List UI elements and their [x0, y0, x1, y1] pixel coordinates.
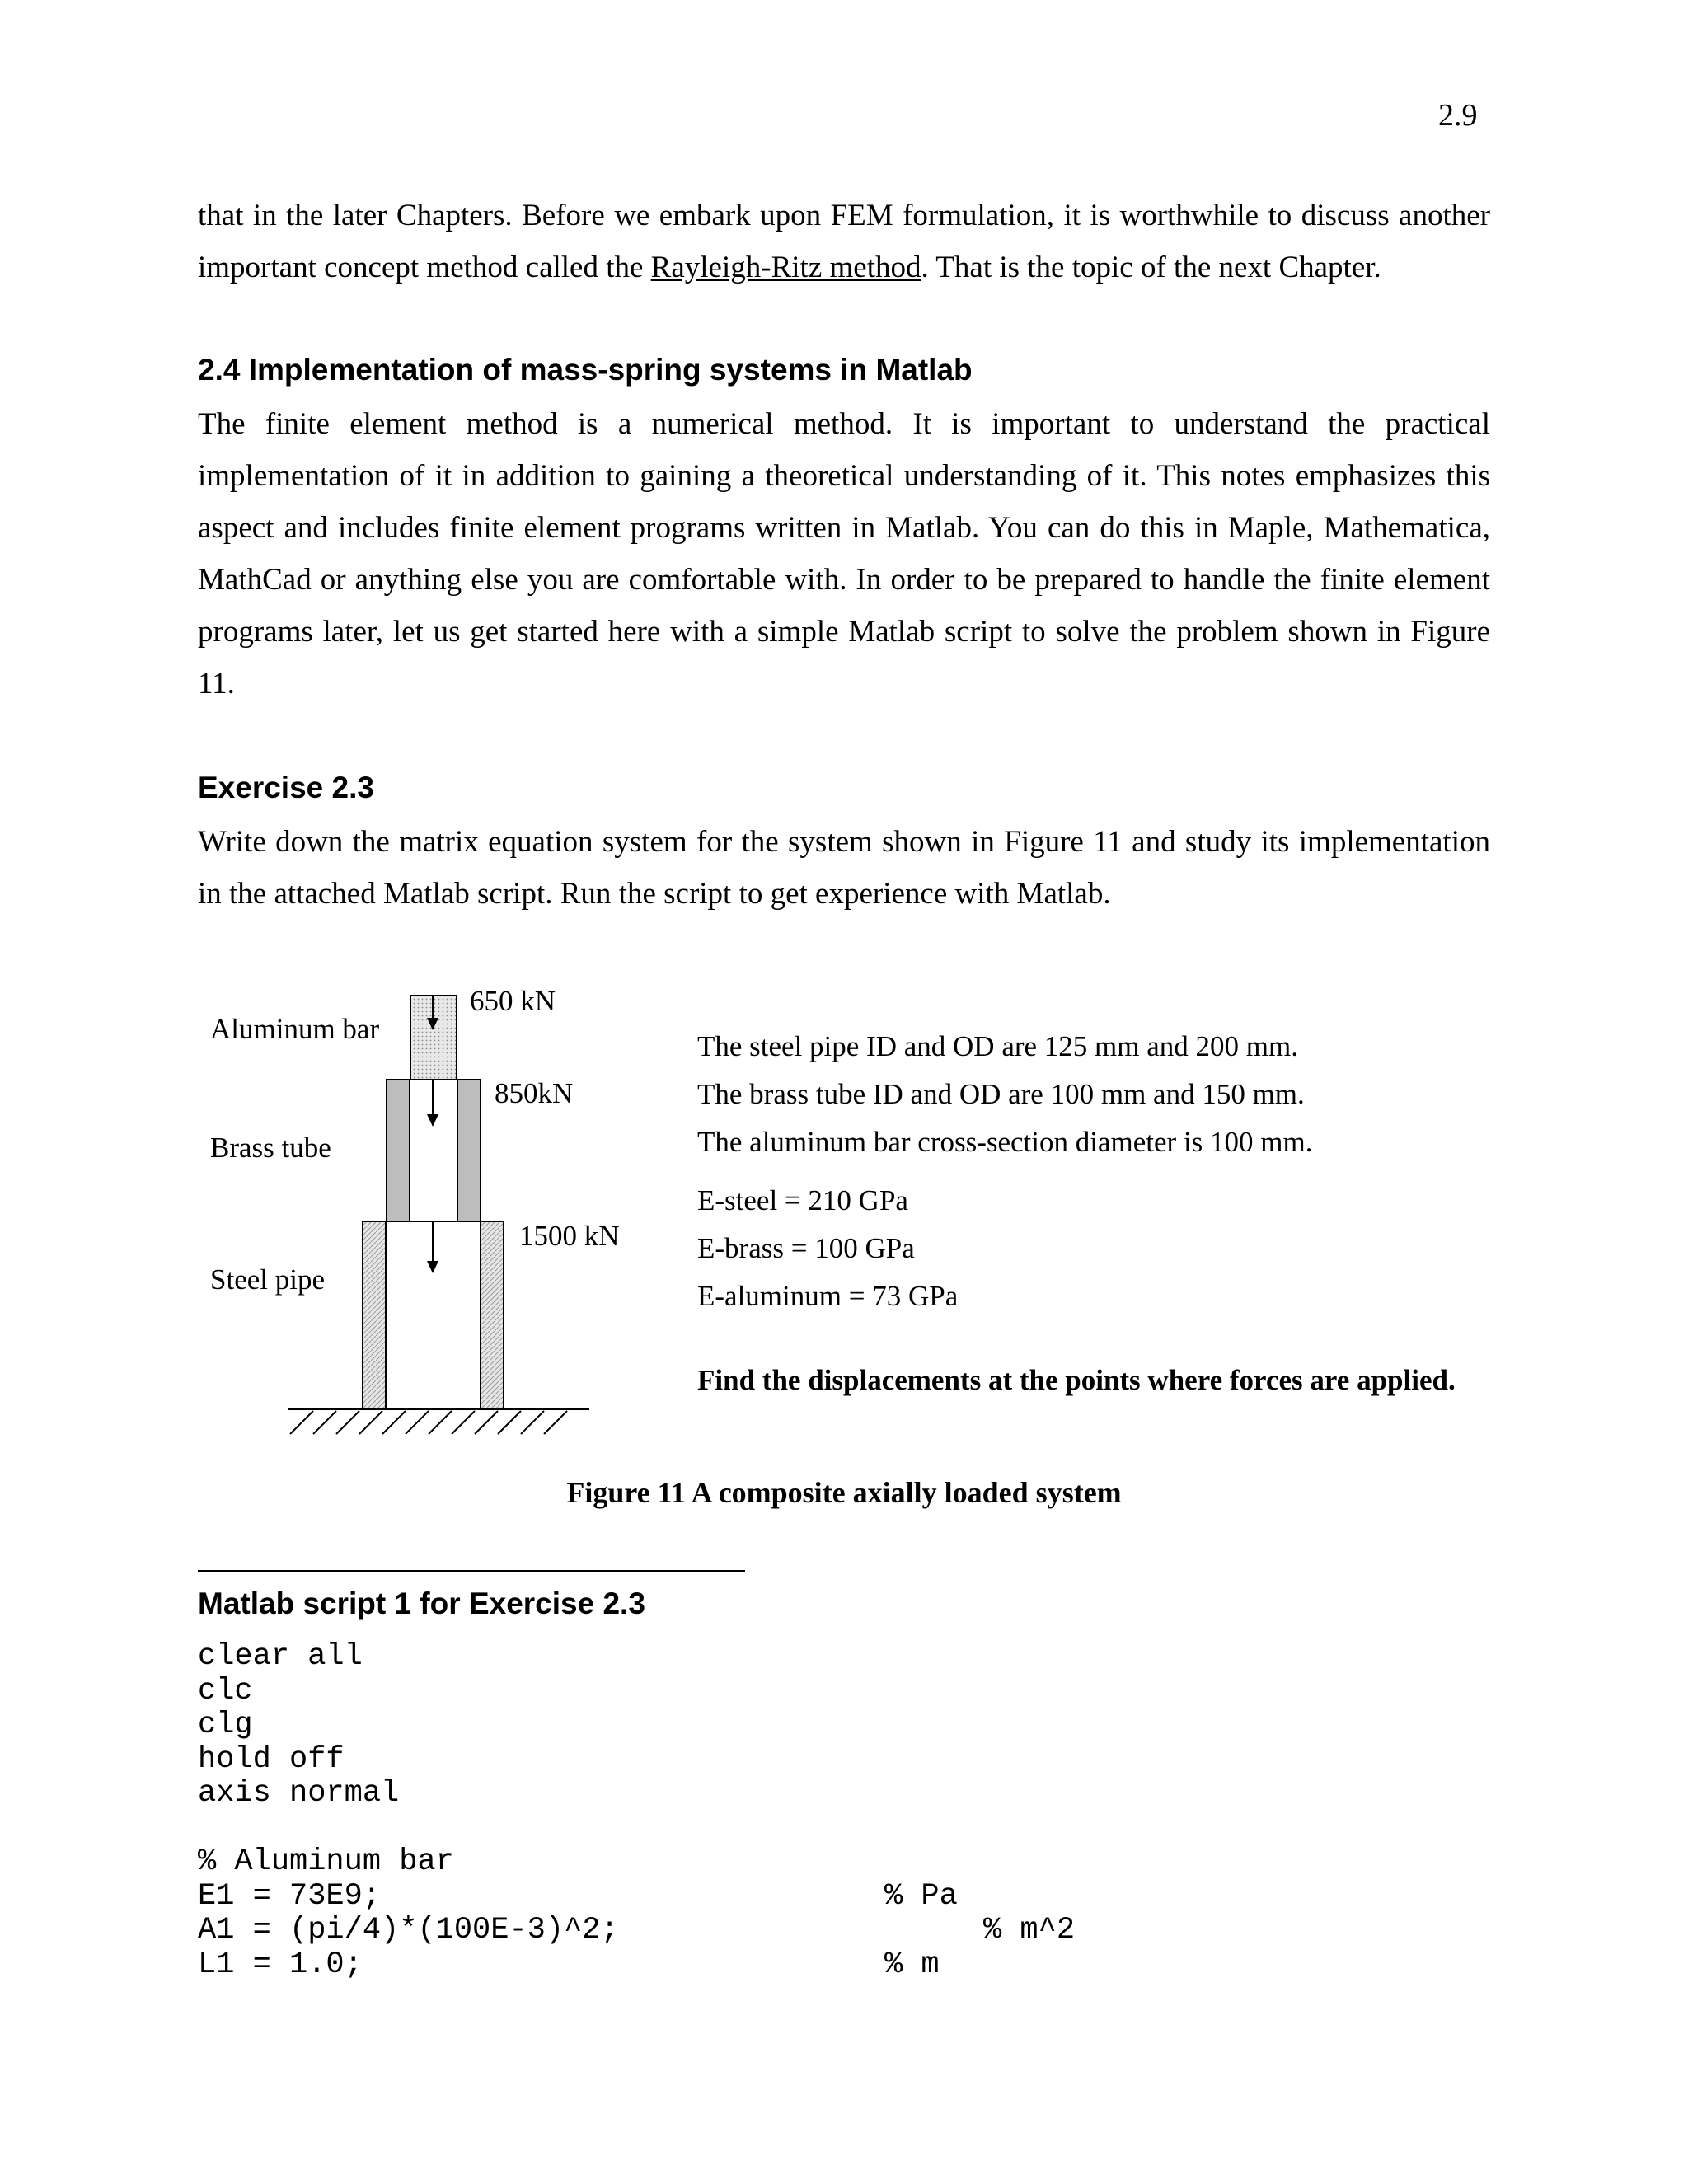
rayleigh-ritz-link[interactable]: Rayleigh-Ritz method	[650, 251, 921, 284]
composite-bar-diagram	[198, 985, 659, 1446]
exercise-heading: Exercise 2.3	[198, 771, 374, 804]
intro-paragraph	[198, 190, 1490, 293]
figure-caption: Figure 11 A composite axially loaded system	[566, 1476, 1122, 1509]
spec-brass-tube: The brass tube ID and OD are 100 mm and 150 mm.	[697, 1078, 1305, 1110]
figure-composite-system	[198, 985, 1490, 1446]
code-line: clear all	[198, 1639, 363, 1674]
code-line: L1 = 1.0; % m	[198, 1947, 940, 1982]
label-brass-tube: Brass tube	[210, 1132, 331, 1164]
spec-e-brass: E-brass = 100 GPa	[697, 1232, 915, 1264]
ground-support	[288, 1409, 589, 1434]
spec-steel-pipe: The steel pipe ID and OD are 125 mm and 200 mm.	[697, 1030, 1298, 1062]
spec-aluminum-bar: The aluminum bar cross-section diameter is 100 mm.	[697, 1126, 1313, 1158]
code-comment: % m	[884, 1947, 940, 1982]
intro-text-after: . That is the topic of the next Chapter.	[921, 251, 1381, 284]
code-line	[198, 1811, 1352, 1846]
label-steel-pipe: Steel pipe	[210, 1263, 325, 1296]
force-label-850: 850kN	[495, 1077, 574, 1109]
page-number: 2.9	[1438, 98, 1478, 133]
code-line: A1 = (pi/4)*(100E-3)^2; % m^2	[198, 1913, 1076, 1947]
exercise-paragraph: Write down the matrix equation system for the system shown in Figure 11 and study its implementation in the attached Matlab script. Run the script to get experience with Matlab.	[198, 825, 1490, 911]
code-line: clg	[198, 1708, 253, 1742]
code-line: E1 = 73E9; % Pa	[198, 1878, 958, 1914]
force-label-1500: 1500 kN	[519, 1220, 620, 1252]
force-label-650: 650 kN	[470, 985, 556, 1017]
section-paragraph: The finite element method is a numerical method. It is important to understand the practical implementation of it in addition to gaining a theoretical understanding of it. This notes emphasizes this aspect and includes finite element programs written in Matlab. You can do this in Maple, Mathematica, MathCad or anything else you are comfortable with. In order to be prepared to handle the finite element programs later, let us get started here with a simple Matlab script to solve the problem shown in Figure 11.	[198, 407, 1490, 701]
code-comment: % m^2	[983, 1913, 1076, 1947]
code-line: axis normal	[198, 1776, 400, 1811]
intro-text-before: that in the later Chapters. Before we embark upon FEM formulation, it is worthwhile to discuss another important concept method called the	[198, 199, 1490, 284]
code-comment: % Pa	[884, 1878, 958, 1914]
force-arrow-850	[427, 1080, 438, 1127]
separator-rule	[198, 1570, 745, 1572]
spec-e-aluminum: E-aluminum = 73 GPa	[697, 1280, 959, 1312]
label-aluminum-bar: Aluminum bar	[210, 1013, 380, 1045]
steel-pipe-right-wall	[481, 1221, 504, 1409]
brass-tube-right-wall	[457, 1080, 481, 1221]
script-heading: Matlab script 1 for Exercise 2.3	[198, 1586, 645, 1620]
code-line: % Aluminum bar	[198, 1844, 454, 1879]
find-displacements-text: Find the displacements at the points where forces are applied.	[697, 1364, 1456, 1396]
code-line: hold off	[198, 1741, 345, 1777]
matlab-code-block	[198, 1640, 1352, 1982]
steel-pipe-left-wall	[363, 1221, 386, 1409]
spec-e-steel: E-steel = 210 GPa	[697, 1184, 908, 1216]
brass-tube-left-wall	[387, 1080, 410, 1221]
code-line: clc	[198, 1673, 253, 1708]
force-arrow-1500	[427, 1221, 438, 1273]
section-heading: 2.4 Implementation of mass-spring systems in Matlab	[198, 353, 973, 387]
